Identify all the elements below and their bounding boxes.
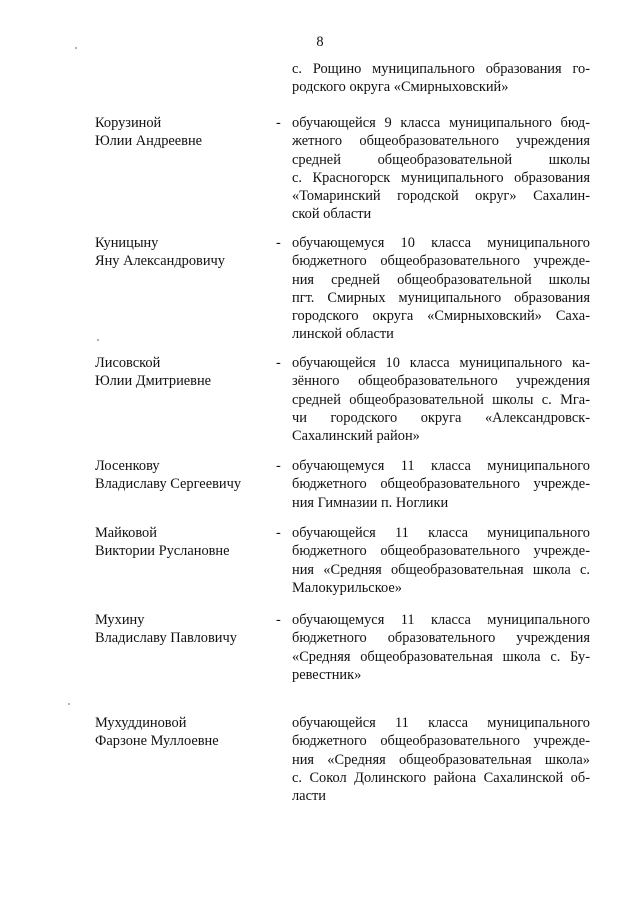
person-description bbox=[292, 714, 590, 805]
person-name bbox=[95, 114, 275, 151]
first-name-patronymic: Юлии Дмитриевне bbox=[95, 373, 212, 390]
person-name bbox=[95, 611, 275, 648]
description-line: «Средняя общеобразовательная школа с. Бу- bbox=[292, 648, 590, 665]
separator-dash: - bbox=[276, 355, 281, 371]
description-line: родского округа «Смирныховский» bbox=[292, 79, 509, 96]
separator-dash: - bbox=[276, 235, 281, 251]
surname: Майковой bbox=[95, 525, 157, 541]
scan-speck bbox=[97, 339, 99, 341]
separator-dash: - bbox=[276, 612, 281, 628]
first-name-patronymic: Юлии Андреевне bbox=[95, 133, 203, 150]
person-description bbox=[292, 611, 590, 684]
description-line: обучающейся 11 класса муниципального bbox=[292, 715, 590, 731]
surname: Корузиной bbox=[95, 115, 162, 131]
person-name bbox=[95, 714, 275, 751]
description-line: обучающемуся 10 класса муниципального bbox=[292, 235, 590, 251]
separator-dash: - bbox=[276, 458, 281, 474]
description-line: «Томаринский городской округ» Сахалин- bbox=[292, 188, 590, 205]
person-description bbox=[292, 457, 590, 512]
description-line: ской области bbox=[292, 206, 372, 223]
description-line: ния «Средняя общеобразовательная школа с. bbox=[292, 561, 590, 578]
person-name bbox=[95, 354, 275, 391]
description-line: средней общеобразовательной школы bbox=[292, 151, 590, 168]
scan-speck bbox=[75, 47, 77, 49]
description-line: бюджетного образовательного учреждения bbox=[292, 630, 590, 647]
person-description bbox=[292, 234, 590, 344]
first-name-patronymic: Фарзоне Муллоевне bbox=[95, 733, 219, 750]
description-line: линской области bbox=[292, 326, 394, 343]
description-line: обучающемуся 11 класса муниципального bbox=[292, 458, 590, 474]
description-line: жетного общеобразовательного учреждения bbox=[292, 133, 590, 150]
surname: Лисовской bbox=[95, 355, 161, 371]
description-line: бюджетного общеобразовательного учрежде- bbox=[292, 543, 590, 560]
description-line: с. Рощино муниципального образования го- bbox=[292, 61, 590, 77]
description-line: Малокурильское» bbox=[292, 579, 402, 596]
first-name-patronymic: Яну Александровичу bbox=[95, 253, 225, 270]
person-name bbox=[95, 457, 275, 494]
page-number: 8 bbox=[316, 34, 324, 50]
description-line: с. Красногорск муниципального образования bbox=[292, 169, 590, 186]
description-line: чи городского округа «Александровск- bbox=[292, 409, 590, 426]
description-line: ния средней общеобразовательной школы bbox=[292, 271, 590, 288]
description-line: бюджетного общеобразовательного учрежде- bbox=[292, 253, 590, 270]
first-name-patronymic: Владиславу Павловичу bbox=[95, 630, 237, 647]
description-line: бюджетного общеобразовательного учрежде- bbox=[292, 733, 590, 750]
person-description bbox=[292, 114, 590, 224]
description-line: с. Сокол Долинского района Сахалинской об- bbox=[292, 769, 590, 786]
person-name bbox=[95, 234, 275, 271]
scan-speck bbox=[68, 703, 70, 705]
separator-dash: - bbox=[276, 525, 281, 541]
continued-description bbox=[292, 60, 590, 97]
separator-dash: - bbox=[276, 115, 281, 131]
description-line: средней общеобразовательной школы с. Мга- bbox=[292, 391, 590, 408]
description-line: городского округа «Смирныховский» Саха- bbox=[292, 308, 590, 325]
description-line: обучающейся 11 класса муниципального bbox=[292, 525, 590, 541]
description-line: Сахалинский район» bbox=[292, 428, 420, 445]
description-line: обучающемуся 11 класса муниципального bbox=[292, 612, 590, 628]
first-name-patronymic: Владиславу Сергеевичу bbox=[95, 476, 242, 493]
surname: Мухуддиновой bbox=[95, 715, 187, 731]
description-line: ревестник» bbox=[292, 666, 362, 683]
description-line: зённого общеобразовательного учреждения bbox=[292, 373, 590, 390]
description-line: обучающейся 10 класса муниципального ка- bbox=[292, 355, 590, 371]
person-description bbox=[292, 354, 590, 445]
description-line: обучающейся 9 класса муниципального бюд- bbox=[292, 115, 590, 131]
person-description bbox=[292, 524, 590, 597]
surname: Куницыну bbox=[95, 235, 159, 251]
description-line: ния Гимназии п. Ноглики bbox=[292, 494, 449, 511]
first-name-patronymic: Виктории Руслановне bbox=[95, 543, 230, 560]
description-line: бюджетного общеобразовательного учрежде- bbox=[292, 476, 590, 493]
surname: Мухину bbox=[95, 612, 145, 628]
description-line: пгт. Смирных муниципального образования bbox=[292, 289, 590, 306]
description-line: ния «Средняя общеобразовательная школа» bbox=[292, 751, 590, 768]
surname: Лосенкову bbox=[95, 458, 160, 474]
person-name bbox=[95, 524, 275, 561]
description-line: ласти bbox=[292, 788, 326, 805]
